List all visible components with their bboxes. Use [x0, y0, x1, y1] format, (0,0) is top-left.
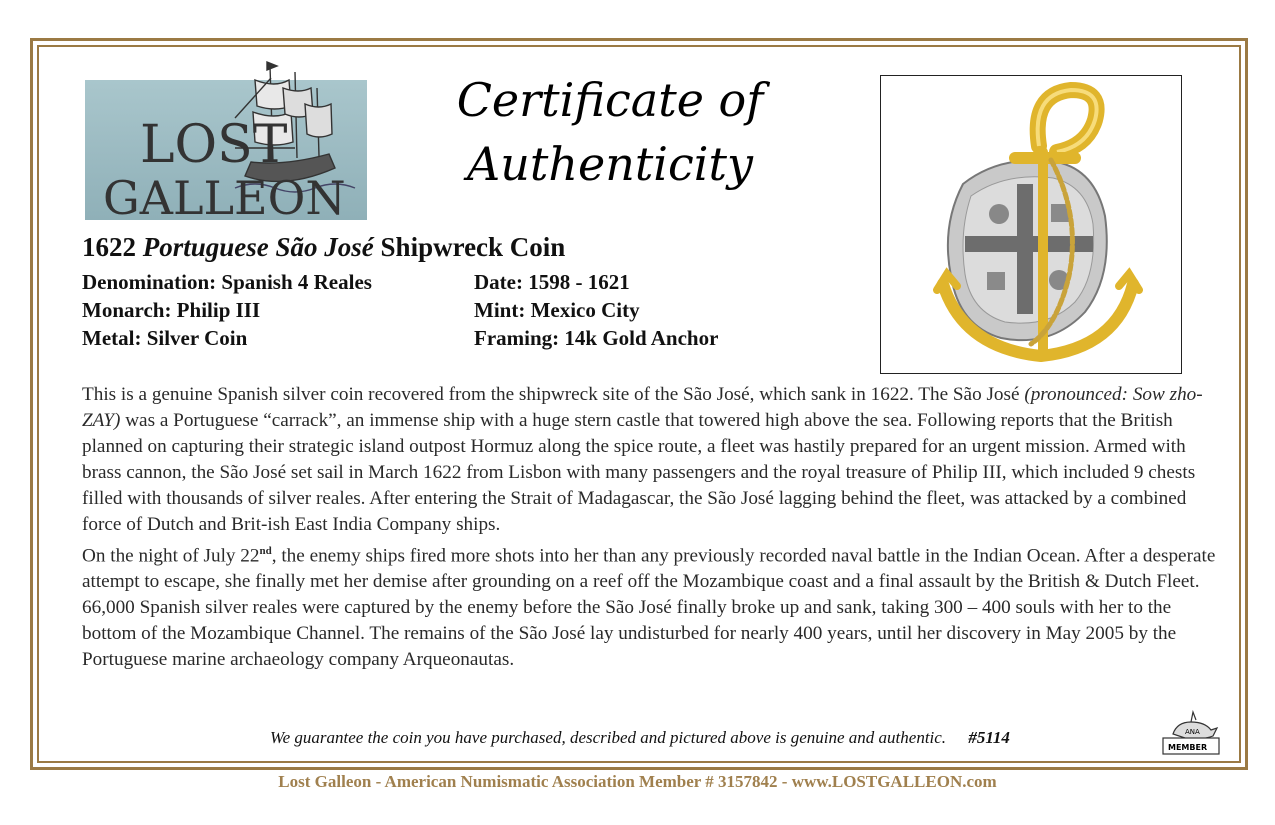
coin-title-rest: Shipwreck Coin: [380, 232, 566, 262]
certificate-title: [420, 68, 800, 196]
coin-title: [82, 232, 565, 263]
logo-text-lost: LOST: [140, 115, 288, 175]
description-p2-end: , the enemy ships fired more shots into her than any previously recorded naval battle in the Indian Ocean. After a desperate attempt to escape, she finally met her demise after grounding on a reef off the Mozambique coast and a final assault by the British & Dutch Fleet. 66,000 Spanish silver reales were captured by the enemy before the São José finally broke up and sank, taking 300 – 400 souls with her to the bottom of the Mozambique Channel. The remains of the São José lay undisturbed for nearly 400 years, until her discovery in May 2005 by the Portuguese marine archaeology company Arqueonautas.: [82, 545, 1216, 671]
certificate-number: #5114: [968, 728, 1010, 747]
description-paragraph-1: [82, 382, 1222, 538]
spec-date: Date: 1598 - 1621: [474, 270, 630, 294]
ordinal-suffix: nd: [259, 545, 272, 557]
ana-badge-top: ANA: [1185, 728, 1200, 736]
description-p1-end: was a Portuguese “carrack”, an immense ship with a huge stern castle that towered high above the sea. Following reports that the British planned on capturing their strategic island outpost Hormuz along the spice route, a fleet was hastily prepared for an urgent mission. Armed with brass cannon, the São José set sail in March 1622 from Lisbon with many passengers and the royal treasure of Philip III, which included 9 chests filled with thousands of silver reales. After entering the Strait of Madagascar, the São José lagging behind the fleet, was attacked by a combined force of Dutch and Brit-ish East India Company ships.: [82, 410, 1196, 535]
spec-denomination: Denomination: Spanish 4 Reales: [82, 270, 372, 294]
coin-photo: [880, 75, 1182, 374]
guarantee-text: We guarantee the coin you have purchased, described and pictured above is genuine and authentic.: [270, 728, 947, 747]
coin-title-name: Portuguese São José: [142, 232, 374, 262]
footer: Lost Galleon - American Numismatic Association Member # 3157842 - www.LOSTGALLEON.com: [278, 772, 997, 791]
spec-mint: Mint: Mexico City: [474, 298, 640, 322]
description-paragraph-2: [82, 538, 1222, 673]
description: [82, 382, 1222, 673]
ana-badge-bottom: MEMBER: [1168, 743, 1208, 752]
coin-title-year: 1622: [82, 232, 136, 262]
guarantee-line: [270, 728, 1070, 748]
description-p2-start: On the night of July 22: [82, 545, 260, 567]
silver-coin-icon: [948, 160, 1107, 340]
pronunciation: (pronounced: Sow zho-ZAY): [82, 384, 1203, 431]
ana-member-badge: [1155, 708, 1225, 756]
spec-framing: Framing: 14k Gold Anchor: [474, 326, 719, 350]
spec-metal: Metal: Silver Coin: [82, 326, 248, 350]
certificate-title-line1: Certificate of: [456, 73, 764, 127]
logo-text-galleon: GALLEON: [103, 171, 346, 220]
spec-monarch: Monarch: Philip III: [82, 298, 261, 322]
certificate-title-line2: Authenticity: [467, 137, 753, 191]
lost-galleon-logo: [85, 58, 367, 220]
gold-bail-icon: [1038, 90, 1097, 152]
description-p1-start: This is a genuine Spanish silver coin recovered from the shipwreck site of the São José, which sank in 1622. The São José: [82, 384, 1025, 405]
